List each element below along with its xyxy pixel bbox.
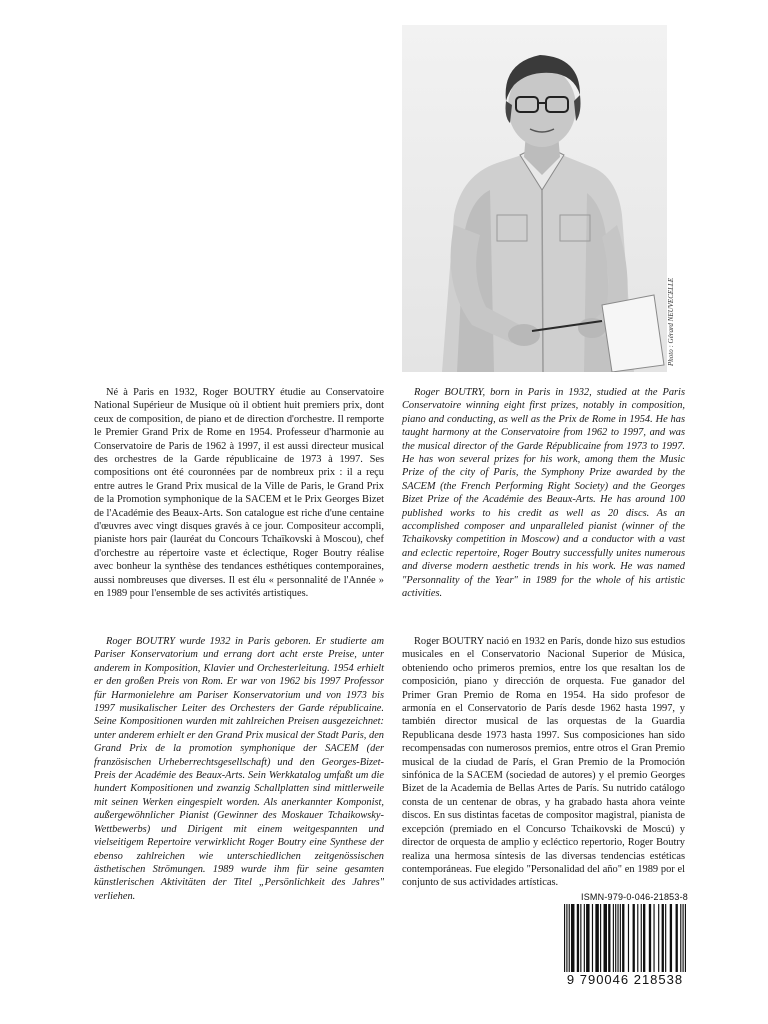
ismn-number: ISMN-979-0-046-21853-8 bbox=[581, 892, 688, 902]
barcode-bar bbox=[680, 904, 681, 972]
barcode-bar bbox=[649, 904, 651, 972]
barcode-bar bbox=[633, 904, 635, 972]
barcode-bar bbox=[685, 904, 686, 972]
biography-spanish-text: Roger BOUTRY nació en 1932 en París, donde hizo sus estudios musicales en el Conservatorio Nacional Superior de Música, obteniendo ocho primeros premios, entre los que resaltan los de composición, piano y dirección de orquesta. Fue ganador del Primer Gran Premio de Roma en 1954. Ha sido profesor de armonía en el Conservatorio de París desde 1962 hasta 1997, y también director musical de las orquestas de la Guardia Republicana desde 1973 hasta 1997. Sus composiciones han sido recompensadas con numerosos premios, entre otros el Gran Premio musical de la ciudad de París, el Gran Premio de la Promoción sinfónica de la SACEM (sociedad de autores) y el premio Georges Bizet de la Academia de Bellas Artes de París. Su nutrido catálogo consta de un centenar de obras, y ha grabado hasta ahora veinte discos. En sus distintas facetas de compositor magistral, pianista de excepción (premiado en el Concurso Tchaikovski de Moscú) y director de orquesta de amplio y ecléctico repertorio, Roger Boutry realiza una hermosa síntesis de las diversas tendencias estéticas contemporáneas. Fue elegido "Personalidad del año" en 1989 por el conjunto de sus actividades artísticas. bbox=[402, 636, 685, 889]
barcode-bar bbox=[653, 904, 654, 972]
portrait-illustration bbox=[402, 25, 667, 372]
barcode-bar bbox=[600, 904, 601, 972]
barcode-bars bbox=[560, 904, 690, 972]
biography-german-text: Roger BOUTRY wurde 1932 in Paris geboren. Er studierte am Pariser Konservatorium und errang dort acht erste Preise, unter anderem in Komposition, Klavier und Orchesterleitung. 1954 erhielt er den großen Preis von Rom. Er war von 1962 bis 1997 Professor für Harmonielehre am Pariser Konservatorium und von 1973 bis 1997 musikalischer Leiter des Orchesters der Garde républicaine. Seine Kompositionen wurden mit zahlreichen Preisen ausgezeichnet: unter anderem erhielt er den Grand Prix musical der Stadt Paris, den Grand Prix de la promotion symphonique der SACEM (der französischen Urheberrechtsgesellschaft) und den Georges-Bizet-Preis der Académie des Beaux-Arts. Sein Werkkatalog umfaßt um die hundert Kompositionen und zwanzig Schallplatten sind mittlerweile mit seinen Werken eingespielt worden. Als anerkannter Komponist, außergewöhnlicher Pianist (Gewinner des Moskauer Tchaikowsky-Wettbewerbs) und Dirigent mit einem weitgespannten und vielseitigem Repertoire verwirklicht Roger Boutry eine Synthese der ebenso zahlreichen wie unterschiedlichen zeitgenössischen ästhetischen Strömungen. 1989 wurde ihm für seine gesamten künstlerischen Aktivitäten der Titel „Persönlichkeit des Jahres" verliehen. bbox=[94, 636, 384, 902]
biography-french bbox=[94, 386, 384, 601]
barcode-bar bbox=[613, 904, 614, 972]
barcode-bar bbox=[658, 904, 659, 972]
barcode-bar bbox=[676, 904, 678, 972]
barcode-digits: 9 790046 218538 bbox=[566, 972, 684, 987]
barcode-bar bbox=[566, 904, 567, 972]
barcode-bar bbox=[637, 904, 638, 972]
biography-spanish bbox=[402, 635, 685, 890]
barcode-bar bbox=[564, 904, 565, 972]
barcode-bar bbox=[643, 904, 645, 972]
barcode-bar bbox=[608, 904, 610, 972]
biography-english bbox=[402, 386, 685, 601]
biography-german bbox=[94, 635, 384, 903]
barcode-bar bbox=[622, 904, 624, 972]
barcode-bar bbox=[628, 904, 629, 972]
barcode-bar bbox=[670, 904, 672, 972]
barcode-bar bbox=[595, 904, 598, 972]
photo-credit: Photo : Gérard NEUVECELLE bbox=[667, 277, 675, 366]
barcode-bar bbox=[683, 904, 684, 972]
barcode-bar bbox=[571, 904, 574, 972]
barcode bbox=[560, 904, 690, 972]
barcode-bar bbox=[592, 904, 593, 972]
barcode-bar bbox=[617, 904, 618, 972]
barcode-bar bbox=[577, 904, 579, 972]
barcode-bar bbox=[620, 904, 621, 972]
barcode-bar bbox=[662, 904, 664, 972]
barcode-bar bbox=[604, 904, 607, 972]
biography-english-text: Roger BOUTRY, born in Paris in 1932, studied at the Paris Conservatoire winning eight first prizes, notably in composition, piano and conducting, as well as the Prix de Rome in 1954. He has taught harmony at the Conservatoire from 1962 to 1997, and was the musical director of the Garde Républicaine from 1973 to 1997. He has won several prizes for his work, among them the Music Prize of the city of Paris, the Symphony Prize awarded by the SACEM (the French Performing Right Society) and the Georges Bizet Prize of the Académie des Beaux-Arts. He has around 100 published works to his credit as well as 20 discs. As an accomplished composer and unparalleled pianist (winner of the Tchaikovsky competition in Moscow) and a conductor with a vast and eclectic repertoire, Roger Boutry successfully unites numerous and diverse modern aesthetic trends in his work. He was named "Personnality of the Year" in 1989 for the whole of his artistic activities. bbox=[402, 387, 685, 600]
barcode-bar bbox=[586, 904, 589, 972]
portrait-photo bbox=[402, 25, 667, 372]
barcode-bar bbox=[641, 904, 642, 972]
barcode-bar bbox=[584, 904, 585, 972]
barcode-bar bbox=[580, 904, 581, 972]
barcode-bar bbox=[569, 904, 570, 972]
barcode-bar bbox=[615, 904, 616, 972]
biography-french-text: Né à Paris en 1932, Roger BOUTRY étudie au Conservatoire National Supérieur de Musique où il obtient huit premiers prix, dont ceux de composition, de piano et de direction d'orchestre. Il remporte le Premier Grand Prix de Rome en 1954. Professeur d'harmonie au Conservatoire de Paris de 1962 à 1997, il est aussi directeur musical des orchestres de la Garde républicaine de 1973 à 1997. Ses compositions ont été couronnées par de nombreux prix : il a reçu entre autres le Grand Prix musical de la Ville de Paris, le Grand Prix de la Promotion symphonique de la SACEM et le Prix Georges Bizet de l'Académie des Beaux-Arts. Son catalogue est riche d'une centaine d'œuvres avec vingt disques gravés à ce jour. Compositeur accompli, pianiste hors pair (lauréat du Concours Tchaïkovski à Moscou), chef d'orchestre au répertoire vaste et éclectique, Roger Boutry réalise avec bonheur la synthèse des tendances esthétiques contemporaines, aussi nombreuses que diverses. Il est élu « personnalité de l'Année » en 1989 pour l'ensemble de ses activités artistiques. bbox=[94, 387, 384, 600]
barcode-bar bbox=[665, 904, 666, 972]
